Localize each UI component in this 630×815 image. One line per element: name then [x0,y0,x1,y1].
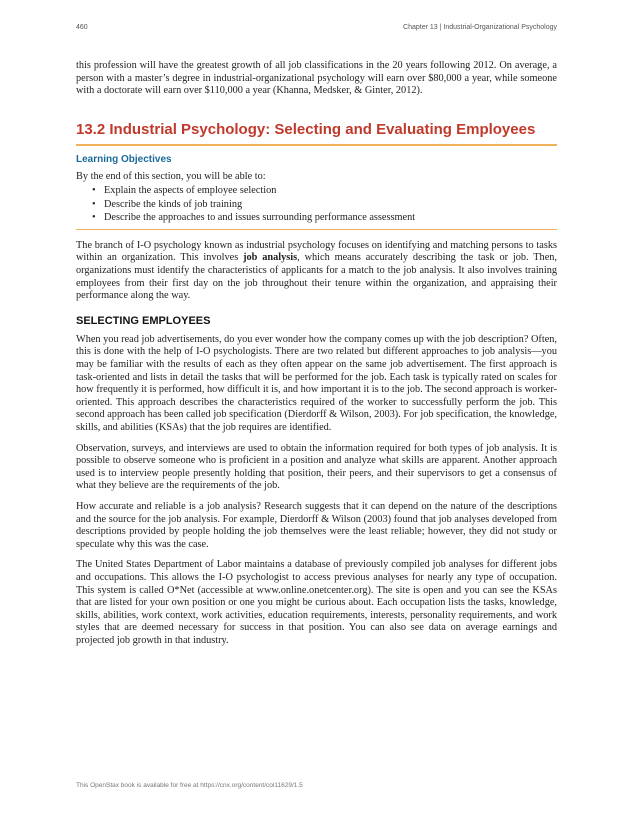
list-item [92,184,557,198]
bullet-icon: • [92,212,96,224]
intro-paragraph: this profession will have the greatest growth of all job classifications in the 20 years following 2012. On average, a person with a master’s degree in industrial-organizational psychology will earn over $80,000 a year, while someone with a doctorate will earn over $110,000 a year (Khanna, Medsker, & Ginter, 2012). [76,60,557,97]
section-title: 13.2 Industrial Psychology: Selecting and Evaluating Employees [76,120,536,138]
page-header [76,24,557,36]
learning-objectives-list [76,184,557,225]
page-number: 460 [76,24,88,31]
key-term: job analysis [243,252,298,264]
list-item [92,198,557,212]
list-item-text: Explain the aspects of employee selection [104,185,277,197]
chapter-title: Chapter 13 | Industrial-Organizational Psychology [403,24,557,31]
list-item-text: Describe the kinds of job training [104,198,243,210]
list-item [92,211,557,225]
body-paragraph: When you read job advertisements, do you ever wonder how the company comes up with the job description? Often, this is done with the help of I-O psychologists. There are two related but different approaches to job analysis—you may be familiar with the results of each as they often appear on the same job advertisement. The first approach is task-oriented and lists in detail the tasks that will be performed for the job. Each task is typically rated on scales for how frequently it is performed, how difficult it is, and how important it is to the job. The second approach is worker-oriented. This approach describes the characteristics required of the worker to successfully perform the job. This second approach has been called job specification (Dierdorff & Wilson, 2003). For job specification, the knowledge, skills, and abilities (KSAs) that the job requires are identified. [76,333,557,433]
branch-paragraph [76,240,557,303]
bullet-icon: • [92,198,96,210]
page-footer: This OpenStax book is available for free at https://cnx.org/content/col11629/1.5 [76,782,303,789]
learning-objectives-intro: By the end of this section, you will be able to: [76,170,266,182]
branch-text-after: , which means accurately describing the task or job. Then, organizations must identify the characteristics of applicants for a match to the job analysis. It also involves training employees from their first day on the job throughout their tenure within the organization, and appraising their performance along the way. [76,252,557,302]
section-divider [76,144,557,146]
body-paragraph: How accurate and reliable is a job analysis? Research suggests that it can depend on the nature of the descriptions and the source for the job analysis. For example, Dierdorff & Wilson (2003) found that job analyses developed from descriptions provided by people holding the job themselves were the least reliable; however, they did not study or speculate why this was the case. [76,500,557,550]
subsection-heading: SELECTING EMPLOYEES [76,314,211,327]
bullet-icon: • [92,185,96,197]
learning-objectives-title: Learning Objectives [76,153,172,165]
body-paragraph: The United States Department of Labor maintains a database of previously compiled job analyses for different jobs and occupations. This allows the I-O psychologist to access previous analyses for nearly any type of occupation. This system is called O*Net (accessible at www.online.onetcenter.org). The site is open and you can see the KSAs that are listed for your own position or one you might be curious about. Each occupation lists the tasks, knowledge, skills, abilities, work context, work activities, education requirements, interests, personality requirements, and work styles that are deemed necessary for success in that position. You can also see data on average earnings and projected job growth in that industry. [76,559,557,646]
objectives-divider [76,229,557,230]
page-content [76,60,557,656]
list-item-text: Describe the approaches to and issues surrounding performance assessment [104,212,416,224]
body-paragraph: Observation, surveys, and interviews are used to obtain the information required for both types of job analysis. It is possible to observe someone who is proficient in a position and analyze what skills are apparent. Another approach used is to interview people presently holding that position, their peers, and their supervisors to get a consensus of what they believe are the requirements of the job. [76,442,557,492]
branch-text-before: The branch of I-O psychology known as industrial psychology focuses on identifying and matching persons to tasks within an organization. This involves [76,239,557,264]
